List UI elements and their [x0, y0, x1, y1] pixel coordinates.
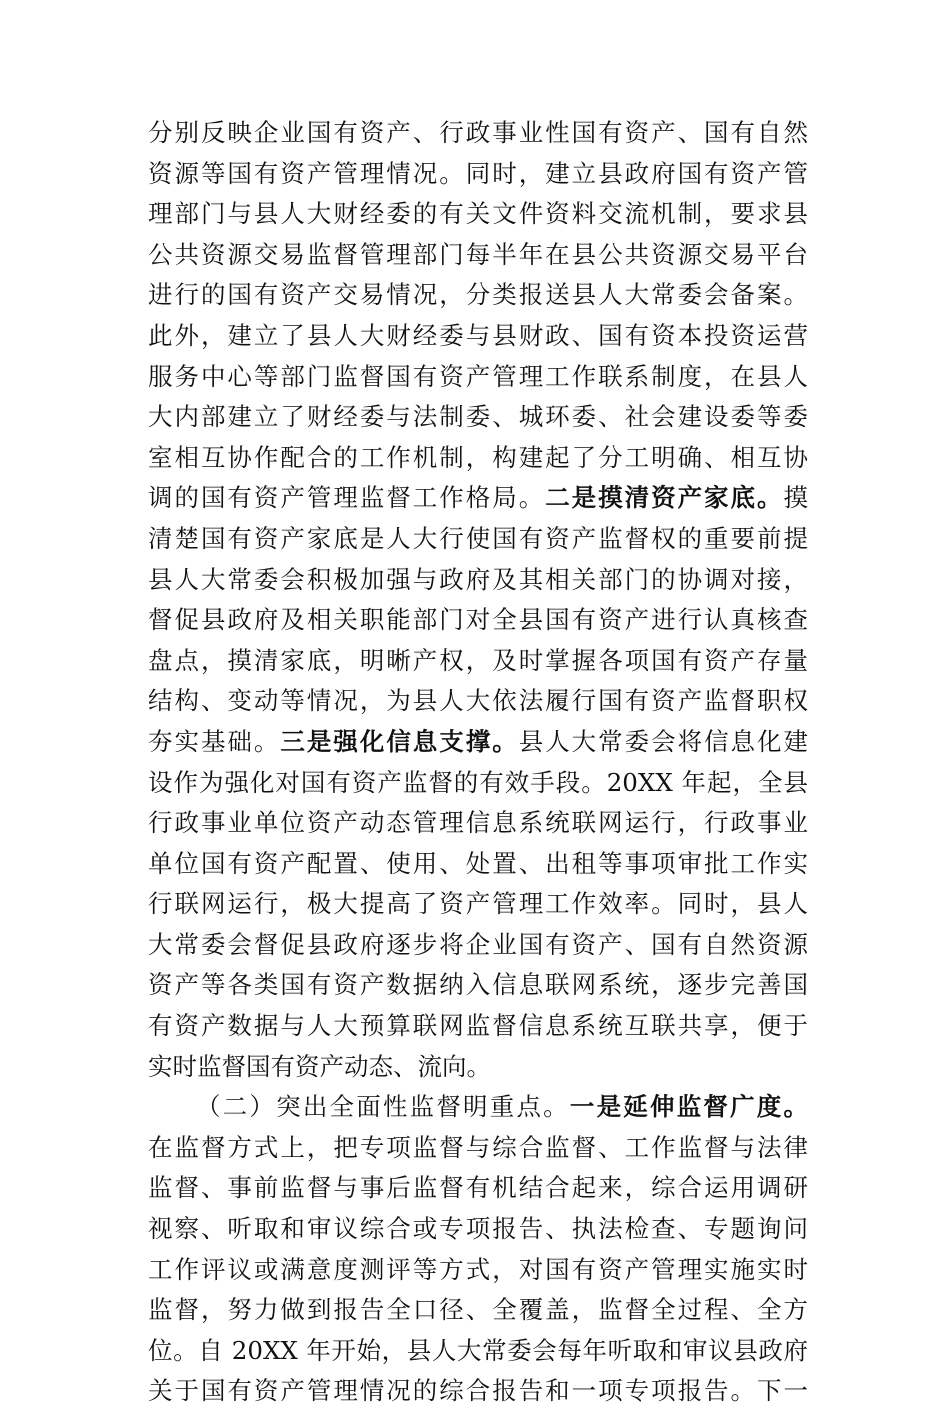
text-segment: 单位国有资产配置、使用、处置、出租等事项审批工作实 [148, 848, 808, 878]
bold-heading-phrase: 一是延伸监督广度。 [569, 1092, 809, 1122]
text-line [148, 641, 808, 682]
text-line [148, 1209, 808, 1250]
text-line [148, 1331, 808, 1372]
text-segment: 大常委会督促县政府逐步将企业国有资产、国有自然资源 [148, 929, 808, 959]
body-text [148, 113, 808, 1412]
text-segment: 工作评议或满意度测评等方式，对国有资产管理实施实时 [148, 1254, 808, 1284]
text-line [148, 1006, 808, 1047]
text-segment: 夯实基础。 [148, 726, 281, 756]
text-line [148, 438, 808, 479]
text-segment: 视察、听取和审议综合或专项报告、执法检查、专题询问 [148, 1214, 808, 1244]
text-segment: 资源等国有资产管理情况。同时，建立县政府国有资产管 [148, 158, 808, 188]
text-segment: 资产等各类国有资产数据纳入信息联网系统，逐步完善国 [148, 970, 808, 1000]
text-segment: 关于国有资产管理情况的综合报告和一项专项报告。下一 [148, 1376, 808, 1406]
text-line [148, 803, 808, 844]
text-line [148, 519, 808, 560]
text-line [148, 844, 808, 885]
text-line [148, 1371, 808, 1412]
text-line [148, 478, 808, 519]
text-line [148, 154, 808, 195]
text-segment: 结构、变动等情况，为县人大依法履行国有资产监督职权 [148, 686, 808, 716]
text-segment: 位。自 20XX 年开始，县人大常委会每年听取和审议县政府 [148, 1335, 808, 1365]
text-segment: 进行的国有资产交易情况，分类报送县人大常委会备案。 [148, 280, 808, 310]
text-line [148, 1047, 808, 1088]
text-segment: 县人大常委会将信息化建 [518, 726, 809, 756]
text-segment: 县人大常委会积极加强与政府及其相关部门的协调对接， [148, 564, 808, 594]
text-line [148, 113, 808, 154]
text-line [148, 884, 808, 925]
text-segment: 监督、事前监督与事后监督有机结合起来，综合运用调研 [148, 1173, 808, 1203]
text-segment: 在监督方式上，把专项监督与综合监督、工作监督与法律 [148, 1132, 808, 1162]
text-line [148, 194, 808, 235]
text-segment: 盘点，摸清家底，明晰产权，及时掌握各项国有资产存量 [148, 645, 808, 675]
text-line [148, 316, 808, 357]
text-segment: 行政事业单位资产动态管理信息系统联网运行，行政事业 [148, 808, 808, 838]
text-line [148, 965, 808, 1006]
text-segment: 室相互协作配合的工作机制，构建起了分工明确、相互协 [148, 442, 808, 472]
text-line [148, 357, 808, 398]
text-line [148, 1128, 808, 1169]
text-segment: 摸 [783, 483, 808, 513]
text-segment: 监督，努力做到报告全口径、全覆盖，监督全过程、全方 [148, 1295, 808, 1325]
text-line [148, 235, 808, 276]
text-segment: 设作为强化对国有资产监督的有效手段。20XX 年起，全县 [148, 767, 808, 797]
text-line [148, 397, 808, 438]
text-segment: 有资产数据与人大预算联网监督信息系统互联共享，便于 [148, 1011, 808, 1041]
bold-heading-phrase: 三是强化信息支撑。 [280, 726, 519, 756]
text-segment: 行联网运行，极大提高了资产管理工作效率。同时，县人 [148, 889, 808, 919]
text-line [148, 560, 808, 601]
text-segment: 此外，建立了县人大财经委与县财政、国有资本投资运营 [148, 320, 808, 350]
text-line [148, 763, 808, 804]
text-line [148, 1168, 808, 1209]
text-segment: 督促县政府及相关职能部门对全县国有资产进行认真核查 [148, 605, 808, 635]
text-segment: 分别反映企业国有资产、行政事业性国有资产、国有自然 [148, 118, 808, 147]
text-segment: 实时监督国有资产动态、流向。 [148, 1051, 491, 1081]
text-segment: 服务中心等部门监督国有资产管理工作联系制度，在县人 [148, 361, 808, 391]
text-line [148, 681, 808, 722]
text-segment: （二）突出全面性监督明重点。 [196, 1092, 570, 1122]
text-line [148, 925, 808, 966]
text-segment: 调的国有资产管理监督工作格局。 [148, 483, 546, 513]
text-line [148, 275, 808, 316]
text-segment: 清楚国有资产家底是人大行使国有资产监督权的重要前提 [148, 523, 808, 553]
bold-heading-phrase: 二是摸清资产家底。 [545, 483, 784, 513]
text-segment: 大内部建立了财经委与法制委、城环委、社会建设委等委 [148, 402, 808, 432]
text-line [148, 1087, 808, 1128]
text-line [148, 1250, 808, 1291]
text-line [148, 600, 808, 641]
text-line [148, 1290, 808, 1331]
text-line [148, 722, 808, 763]
text-segment: 公共资源交易监督管理部门每半年在县公共资源交易平台 [148, 239, 808, 269]
text-segment: 理部门与县人大财经委的有关文件资料交流机制，要求县 [148, 199, 808, 229]
